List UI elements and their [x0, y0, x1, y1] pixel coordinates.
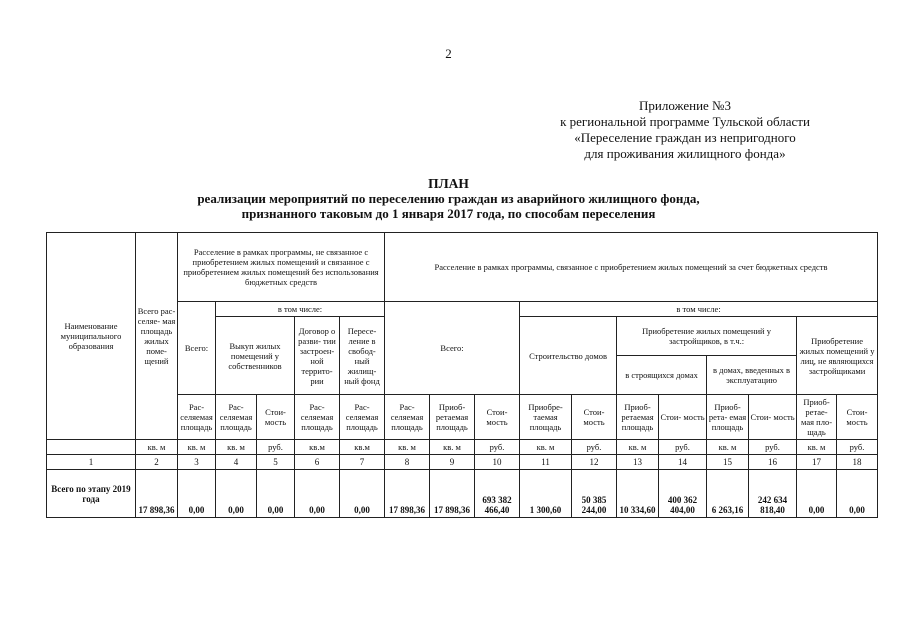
data-cell: 0,00: [216, 470, 257, 518]
data-cell: 6 263,16: [707, 470, 749, 518]
col-number: 10: [475, 455, 520, 470]
resettlement-plan-table: [46, 232, 878, 518]
appendix-block: [520, 98, 850, 162]
unit-cell: кв.м: [295, 440, 340, 455]
col-number: 4: [216, 455, 257, 470]
col-number: 8: [385, 455, 430, 470]
subheader-cell: Рас- селяемая площадь: [340, 395, 385, 440]
data-cell: 17 898,36: [385, 470, 430, 518]
plan-subtitle-line-1: реализации мероприятий по переселению граждан из аварийного жилищного фонда,: [197, 191, 700, 206]
unit-cell: руб.: [837, 440, 878, 455]
unit-cell: кв. м: [385, 440, 430, 455]
data-cell: 50 385 244,00: [572, 470, 617, 518]
col-number: 7: [340, 455, 385, 470]
col-number: 12: [572, 455, 617, 470]
header-municipality: Наименование муниципального образования: [47, 233, 136, 440]
subheader-cell: Стои- мость: [475, 395, 520, 440]
subheader-cell: Стои- мость: [572, 395, 617, 440]
header-acquisition-non-developers: Приобретение жилых помещений у лиц, не являющихся застройщиками: [797, 317, 878, 395]
col-number: 15: [707, 455, 749, 470]
col-number: 1: [47, 455, 136, 470]
data-cell: 0,00: [340, 470, 385, 518]
subheader-cell: Приоб- ретаемая площадь: [617, 395, 659, 440]
header-including-2: в том числе:: [520, 302, 878, 317]
col-number: 16: [749, 455, 797, 470]
data-cell: 693 382 466,40: [475, 470, 520, 518]
unit-cell: кв.м: [340, 440, 385, 455]
col-number: 3: [178, 455, 216, 470]
unit-cell: кв. м: [430, 440, 475, 455]
header-including-1: в том числе:: [216, 302, 385, 317]
column-numbers-row: [47, 455, 878, 470]
plan-title: ПЛАН: [428, 176, 469, 191]
data-cell: 10 334,60: [617, 470, 659, 518]
data-cell: 1 300,60: [520, 470, 572, 518]
subheader-cell: Приоб- ретаемая площадь: [430, 395, 475, 440]
header-total-2: Всего:: [385, 302, 520, 395]
appendix-line-2: к региональной программе Тульской области: [560, 114, 810, 129]
unit-cell: руб.: [475, 440, 520, 455]
unit-cell: руб.: [659, 440, 707, 455]
plan-subtitle-line-2: признанного таковым до 1 января 2017 года, по способам переселения: [241, 206, 656, 221]
col-number: 14: [659, 455, 707, 470]
header-under-construction: в строящихся домах: [617, 356, 707, 395]
subheader-cell: Стои- мость: [659, 395, 707, 440]
unit-cell: кв. м: [216, 440, 257, 455]
subheader-cell: Рас- селяемая площадь: [178, 395, 216, 440]
col-number: 18: [837, 455, 878, 470]
unit-cell: кв. м: [707, 440, 749, 455]
appendix-line-1: Приложение №3: [639, 98, 731, 113]
header-total-area: Всего рас- селяе- мая площадь жилых поме- щений: [136, 233, 178, 440]
subheader-cell: Рас- селяемая площадь: [385, 395, 430, 440]
header-acquisition-developers: Приобретение жилых помещений у застройщиков, в т.ч.:: [617, 317, 797, 356]
col-number: 6: [295, 455, 340, 470]
data-cell: 17 898,36: [136, 470, 178, 518]
subheader-cell: Рас- селяемая площадь: [295, 395, 340, 440]
data-cell: 0,00: [295, 470, 340, 518]
header-total-1: Всего:: [178, 302, 216, 395]
col-number: 2: [136, 455, 178, 470]
data-cell: 400 362 404,00: [659, 470, 707, 518]
header-development-contract: Договор о разви- тии застроен- ной террито- рии: [295, 317, 340, 395]
units-row: [47, 440, 878, 455]
header-buyout: Выкуп жилых помещений у собственников: [216, 317, 295, 395]
header-group-non-budget: Расселение в рамках программы, не связанное с приобретением жилых помещений и связанное с приобретением жилых помещений без использования бюджетных средств: [178, 233, 385, 302]
header-relocation-free-fund: Пересе- ление в свобод- ный жилищ- ный фонд: [340, 317, 385, 395]
unit-cell: кв. м: [617, 440, 659, 455]
col-number: 11: [520, 455, 572, 470]
subheader-cell: Стои- мость: [257, 395, 295, 440]
row-label: Всего по этапу 2019 года: [47, 470, 136, 518]
table-row: [47, 470, 878, 518]
unit-cell: руб.: [572, 440, 617, 455]
data-cell: 242 634 818,40: [749, 470, 797, 518]
col-number: 9: [430, 455, 475, 470]
unit-cell: кв. м: [797, 440, 837, 455]
unit-cell: кв. м: [136, 440, 178, 455]
subheader-cell: Приоб- рета- емая площадь: [707, 395, 749, 440]
unit-cell: кв. м: [520, 440, 572, 455]
header-group-budget: Расселение в рамках программы, связанное с приобретением жилых помещений за счет бюджетных средств: [385, 233, 878, 302]
unit-cell: руб.: [257, 440, 295, 455]
subheader-cell: Рас- селяемая площадь: [216, 395, 257, 440]
data-cell: 0,00: [797, 470, 837, 518]
appendix-line-4: для проживания жилищного фонда»: [584, 146, 786, 161]
subheader-cell: Стои- мость: [837, 395, 878, 440]
col-number: 13: [617, 455, 659, 470]
unit-cell: кв. м: [178, 440, 216, 455]
data-cell: 0,00: [837, 470, 878, 518]
data-cell: 0,00: [178, 470, 216, 518]
header-construction: Строительство домов: [520, 317, 617, 395]
data-cell: 0,00: [257, 470, 295, 518]
appendix-line-3: «Переселение граждан из непригодного: [574, 130, 796, 145]
col-number: 17: [797, 455, 837, 470]
subheader-cell: Приобре- таемая площадь: [520, 395, 572, 440]
page-number: 2: [445, 46, 452, 61]
subheader-cell: Стои- мость: [749, 395, 797, 440]
unit-cell-empty: [47, 440, 136, 455]
col-number: 5: [257, 455, 295, 470]
unit-cell: руб.: [749, 440, 797, 455]
subheader-cell: Приоб- ретае- мая пло- щадь: [797, 395, 837, 440]
data-cell: 17 898,36: [430, 470, 475, 518]
header-in-operation: в домах, введенных в эксплуатацию: [707, 356, 797, 395]
